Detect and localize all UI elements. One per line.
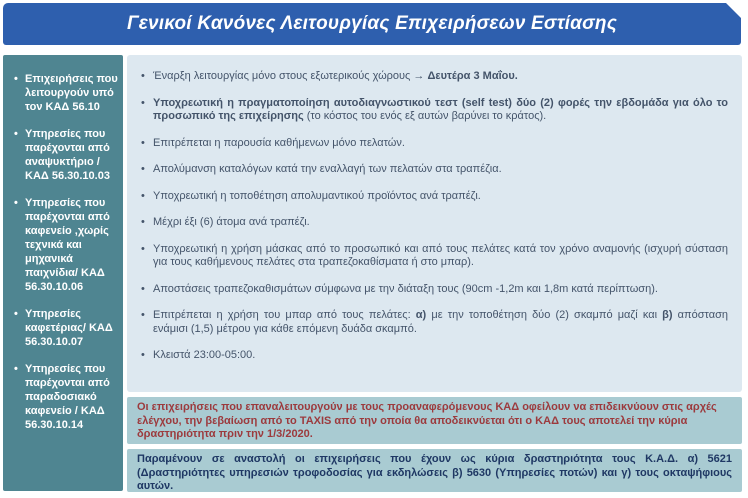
notice-suspended-text: Παραμένουν σε αναστολή οι επιχειρήσεις που έχουν ως κύρια δραστηριότητα τους Κ.Α.Δ. α) 5621 (Δραστηριότητες υπηρεσιών τροφοδοσίας για εκδηλώσεις β) 5630 (Υπηρεσίες ποτών) και γ) τους οκταψήφιους αυτών. [137, 453, 732, 492]
sidebar-business-categories [3, 55, 123, 491]
rule-item: • Έναρξη λειτουργίας μόνο στους εξωτερικούς χώρους → Δευτέρα 3 Μαΐου. [141, 70, 728, 84]
rule-item: • Υποχρεωτική η πραγματοποίηση αυτοδιαγνωστικού τεστ (self test) δύο (2) φορές την εβδομάδα για όλο το προσωπικό της επιχείρησης (το κόστος του ενός εξ αυτών βαρύνει το κράτος). [141, 97, 728, 124]
rule-item: • Υποχρεωτική η τοποθέτηση απολυμαντικού προϊόντος ανά τραπέζι. [141, 190, 728, 204]
rule-item: • Μέχρι έξι (6) άτομα ανά τραπέζι. [141, 216, 728, 230]
page-title-banner [3, 3, 741, 45]
main-rules-panel [127, 55, 742, 392]
page-title: Γενικοί Κανόνες Λειτουργίας Επιχειρήσεων Εστίασης [126, 13, 618, 34]
rule-item: • Κλειστά 23:00-05:00. [141, 349, 728, 363]
rule-item: • Αποστάσεις τραπεζοκαθισμάτων σύμφωνα με την διάταξη τους (90cm -1,2m και 1,8m κατά περίπτωση). [141, 283, 728, 297]
notice-taxis-text: Οι επιχειρήσεις που επαναλειτουργούν με τους προαναφερόμενους ΚΑΔ οφείλουν να επιδεικνύουν στις αρχές ελέγχου, την βεβαίωση από το TAXIS από την οποία θα αποδεικνύεται ότι ο ΚΑΔ τους αποτελεί την κύρια δραστηριότητα πριν την 1/3/2020. [137, 401, 717, 440]
rule-item: • Υποχρεωτική η χρήση μάσκας από το προσωπικό και από τους πελάτες κατά τον χρόνο αναμονής (ισχυρή σύσταση για τους καθήμενους πελάτες στα τραπεζοκαθίσματα ή στο μπαρ). [141, 243, 728, 270]
banner-snipped-corner-decoration [726, 3, 741, 18]
rule-item: • Επιτρέπεται η παρουσία καθήμενων μόνο πελατών. [141, 137, 728, 151]
rules-list [141, 70, 728, 363]
notice-suspended-activities [127, 449, 742, 492]
notice-taxis-certificate [127, 397, 742, 444]
rule-item: • Απολύμανση καταλόγων κατά την εναλλαγή των πελατών στα τραπέζια. [141, 163, 728, 177]
sidebar-item: • Υπηρεσίες που παρέχονται από παραδοσιακό καφενείο / ΚΑΔ 56.30.10.14 [14, 362, 118, 432]
sidebar-item: • Επιχειρήσεις που λειτουργούν υπό τον ΚΑΔ 56.10 [14, 72, 118, 114]
rule-item: • Επιτρέπεται η χρήση του μπαρ από τους πελάτες: α) με την τοποθέτηση δύο (2) σκαμπό μαζί και β) απόσταση ενάμισι (1,5) μέτρου για κάθε επόμενη δυάδα σκαμπό. [141, 309, 728, 336]
sidebar-item: • Υπηρεσίες που παρέχονται από καφενείο ,χωρίς τεχνικά και μηχανικά παιχνίδια/ ΚΑΔ 56.30.10.06 [14, 196, 118, 294]
sidebar-item: • Υπηρεσίες που παρέχονται από αναψυκτήριο /ΚΑΔ 56.30.10.03 [14, 127, 118, 183]
sidebar-list [14, 72, 118, 432]
sidebar-item: • Υπηρεσίες καφετέριας/ ΚΑΔ 56.30.10.07 [14, 307, 118, 349]
